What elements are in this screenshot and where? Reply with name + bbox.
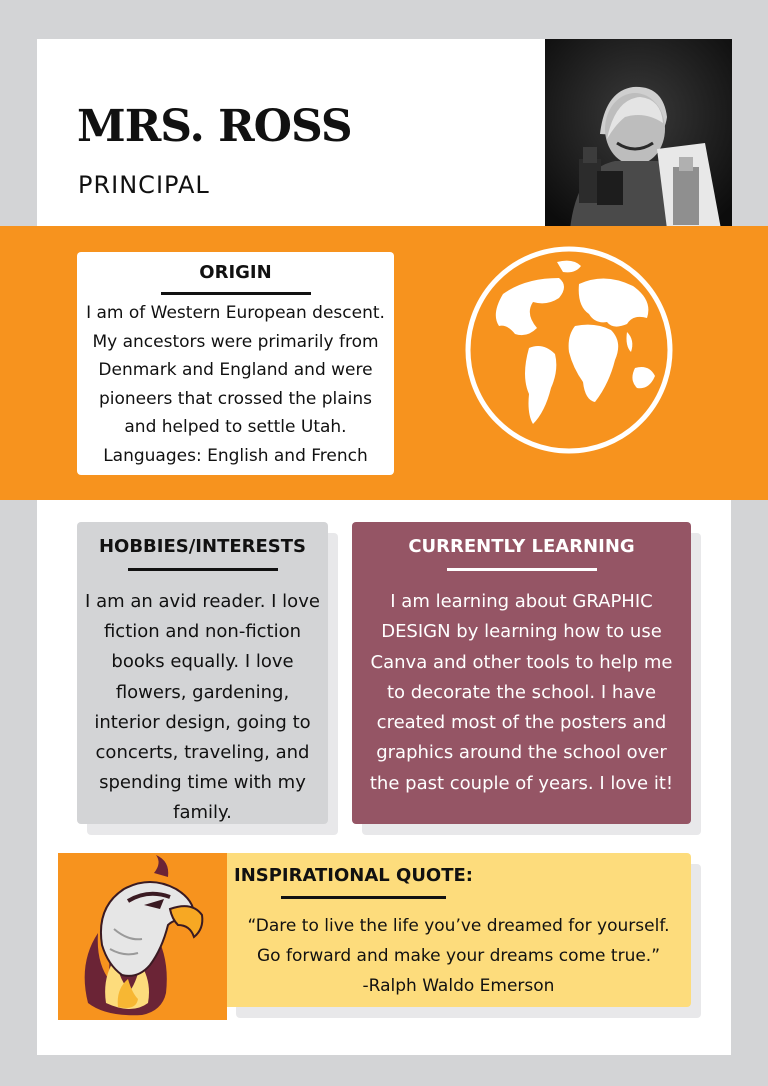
learning-heading: CURRENTLY LEARNING [408,536,635,557]
origin-card [77,252,394,475]
hobbies-text: I am an avid reader. I love fiction and non-fiction books equally. I love flowers, gardening, interior design, going to concerts, traveling, and spending time with my family. [85,591,320,824]
quote-heading: INSPIRATIONAL QUOTE: [234,865,474,886]
page-title: MRS. ROSS [77,101,352,152]
hobbies-card [77,522,328,824]
origin-heading: ORIGIN [199,262,272,283]
learning-text: I am learning about GRAPHIC DESIGN by learning how to use Canva and other tools to help me to decorate the school. I have created most of the posters and graphics around the school over the past couple of years. I love it! [369,591,674,794]
origin-text: I am of Western European descent. My ancestors were primarily from Denmark and England and were pioneers that crossed the plains and helped to settle Utah. Languages: English and French [86,303,385,466]
portrait-photo [545,39,732,229]
quote-author: -Ralph Waldo Emerson [362,976,555,996]
mascot-panel [58,853,227,1020]
page-subtitle: PRINCIPAL [78,171,210,199]
quote-line-2: Go forward and make your dreams come true.” [256,946,661,966]
eagle-mascot-icon [58,853,227,1020]
globe-icon [463,244,675,460]
hobbies-heading: HOBBIES/INTERESTS [98,536,307,557]
learning-card [352,522,691,824]
quote-line-1: “Dare to live the life you’ve dreamed for yourself. [247,916,670,936]
quote-card [226,853,691,1007]
